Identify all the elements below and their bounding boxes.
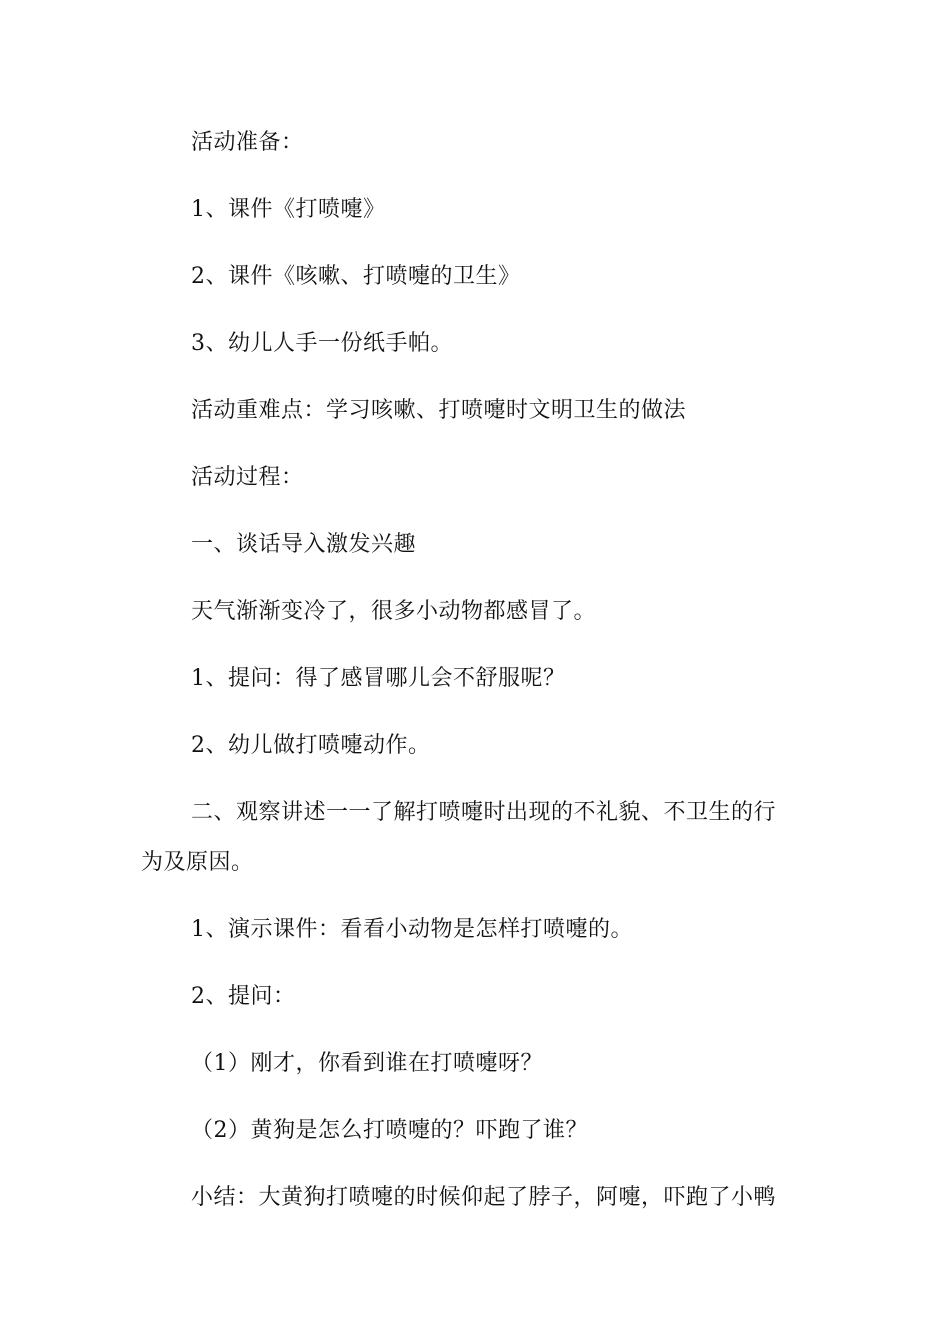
heading-key-points: 活动重难点：学习咳嗽、打喷嚏时文明卫生的做法 xyxy=(191,398,687,423)
section-two-title-continued: 为及原因。 xyxy=(141,850,254,875)
sub-question-one: （1）刚才，你看到谁在打喷嚏呀？ xyxy=(191,1051,543,1076)
list-item-question-cold: 1、提问：得了感冒哪儿会不舒服呢？ xyxy=(191,666,566,691)
list-item-tissue: 3、幼儿人手一份纸手帕。 xyxy=(191,331,453,356)
section-one-title: 一、谈话导入激发兴趣 xyxy=(191,532,417,557)
list-item-demo-courseware: 1、演示课件：看看小动物是怎样打喷嚏的。 xyxy=(191,917,633,942)
list-item-sneeze-action: 2、幼儿做打喷嚏动作。 xyxy=(191,733,431,758)
list-item-courseware-hygiene: 2、课件《咳嗽、打喷嚏的卫生》 xyxy=(191,264,521,289)
heading-activity-preparation: 活动准备： xyxy=(191,130,304,155)
list-item-courseware-sneeze: 1、课件《打喷嚏》 xyxy=(191,197,386,222)
list-item-questions: 2、提问： xyxy=(191,984,296,1009)
paragraph-weather: 天气渐渐变冷了，很多小动物都感冒了。 xyxy=(191,599,597,624)
heading-activity-process: 活动过程： xyxy=(191,465,304,490)
sub-question-two: （2）黄狗是怎么打喷嚏的？吓跑了谁？ xyxy=(191,1118,588,1143)
paragraph-summary: 小结：大黄狗打喷嚏的时候仰起了脖子，阿嚏，吓跑了小鸭 xyxy=(191,1185,777,1210)
section-two-title: 二、观察讲述一一了解打喷嚏时出现的不礼貌、不卫生的行 xyxy=(191,800,777,825)
